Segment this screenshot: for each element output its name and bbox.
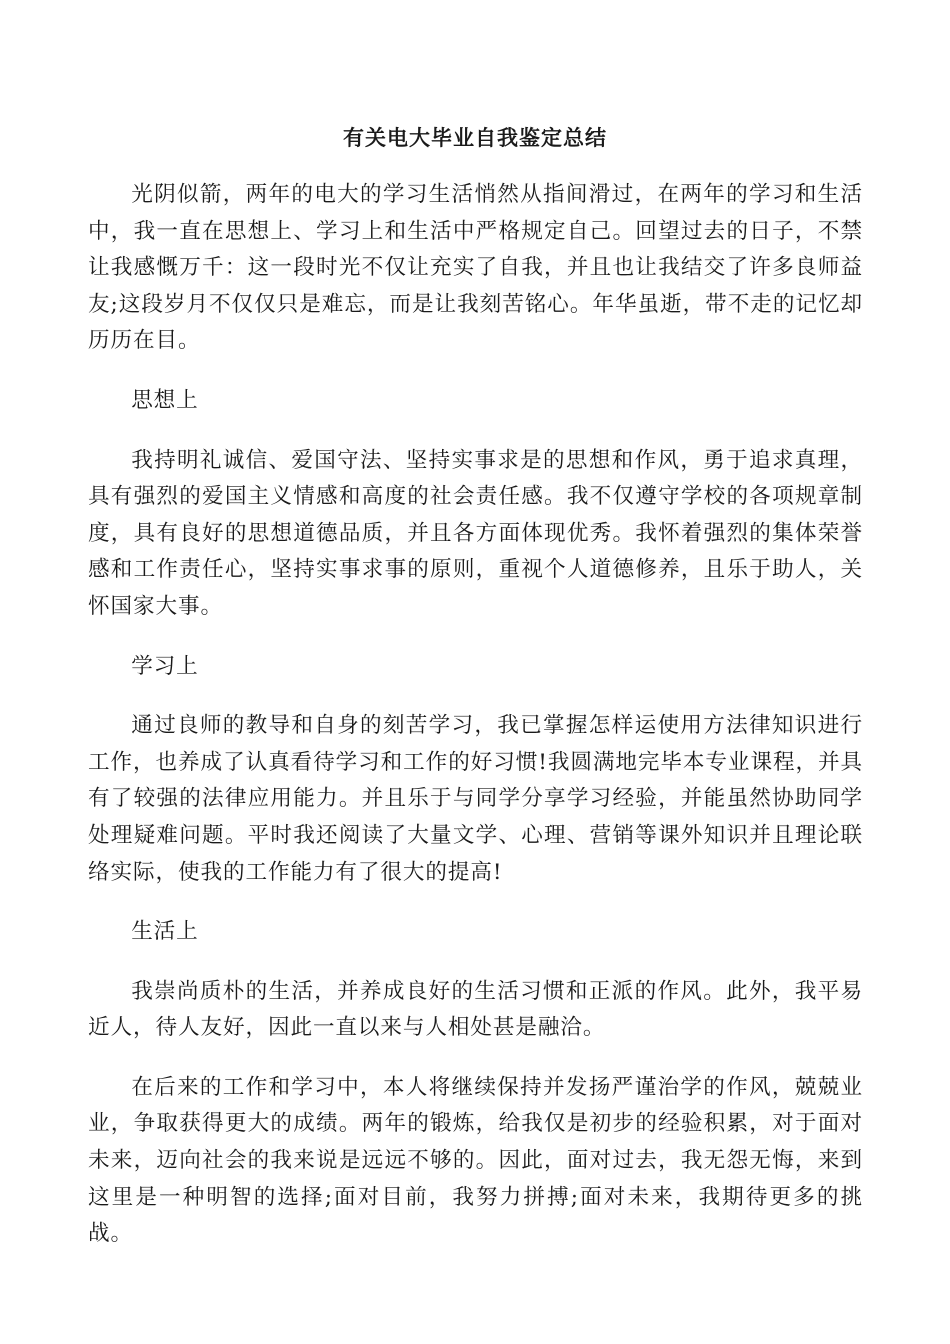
section-heading-study: 学习上 xyxy=(131,653,199,679)
section-heading-life: 生活上 xyxy=(131,919,199,945)
document-body xyxy=(88,177,863,1276)
conclusion-paragraph: 在后来的工作和学习中，本人将继续保持并发扬严谨治学的作风，兢兢业业，争取获得更大的成绩。两年的锻炼，给我仅是初步的经验积累，对于面对未来，迈向社会的我来说是远远不够的。因此，面对过去，我无怨无悔，来到这里是一种明智的选择;面对目前，我努力拼搏;面对未来，我期待更多的挑战。 xyxy=(88,1074,863,1247)
section-paragraph-life: 我崇尚质朴的生活，并养成良好的生活习惯和正派的作风。此外，我平易近人，待人友好，因此一直以来与人相处甚是融洽。 xyxy=(88,978,863,1041)
section-heading-thought: 思想上 xyxy=(131,387,199,413)
section-paragraph-study: 通过良师的教导和自身的刻苦学习，我已掌握怎样运使用方法律知识进行工作，也养成了认真看待学习和工作的好习惯!我圆满地完毕本专业课程，并具有了较强的法律应用能力。并且乐于与同学分享学习经验，并能虽然协助同学处理疑难问题。平时我还阅读了大量文学、心理、营销等课外知识并且理论联络实际，使我的工作能力有了很大的提高! xyxy=(88,713,863,885)
document-title: 有关电大毕业自我鉴定总结 xyxy=(343,125,607,150)
intro-paragraph: 光阴似箭，两年的电大的学习生活悄然从指间滑过，在两年的学习和生活中，我一直在思想上、学习上和生活中严格规定自己。回望过去的日子，不禁让我感慨万千：这一段时光不仅让充实了自我，并且也让我结交了许多良师益友;这段岁月不仅仅只是难忘，而是让我刻苦铭心。年华虽逝，带不走的记忆却历历在目。 xyxy=(88,182,863,354)
section-paragraph-thought: 我持明礼诚信、爱国守法、坚持实事求是的思想和作风，勇于追求真理，具有强烈的爱国主义情感和高度的社会责任感。我不仅遵守学校的各项规章制度，具有良好的思想道德品质，并且各方面体现优秀。我怀着强烈的集体荣誉感和工作责任心，坚持实事求事的原则，重视个人道德修养，且乐于助人，关怀国家大事。 xyxy=(88,447,863,619)
